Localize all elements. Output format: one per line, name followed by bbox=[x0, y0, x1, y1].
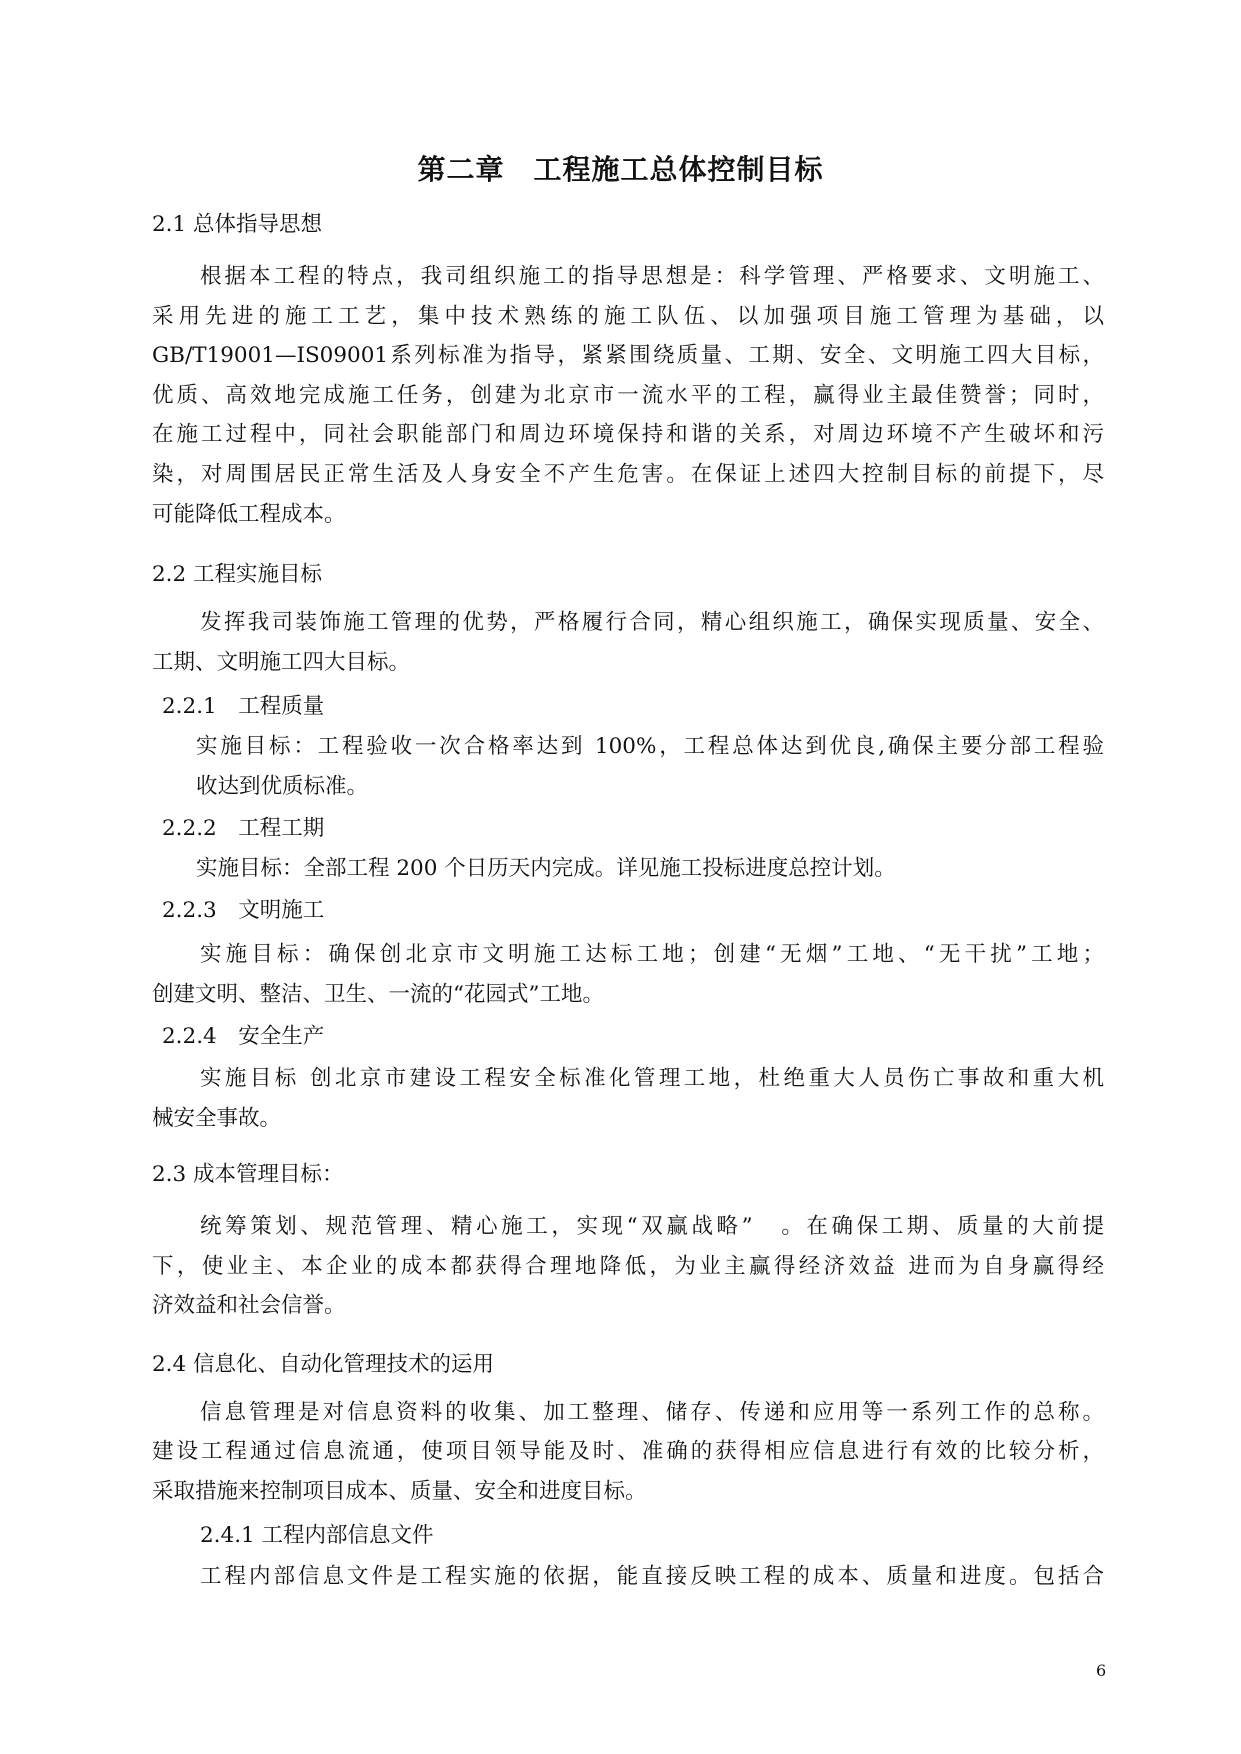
paragraph-line: 建设工程通过信息流通，使项目领导能及时、准确的获得相应信息进行有效的比较分析， bbox=[152, 1439, 1104, 1464]
paragraph-line: 信息管理是对信息资料的收集、加工整理、储存、传递和应用等一系列工作的总称。 bbox=[200, 1400, 1104, 1425]
paragraph-line: 采用先进的施工工艺，集中技术熟练的施工队伍、以加强项目施工管理为基础，以 bbox=[152, 304, 1104, 329]
paragraph-line: 创建文明、整洁、卫生、一流的“花园式”工地。 bbox=[152, 982, 604, 1007]
paragraph-line: 采取措施来控制项目成本、质量、安全和进度目标。 bbox=[152, 1479, 647, 1504]
paragraph-line: 实施目标：确保创北京市文明施工达标工地；创建“无烟”工地、“无干扰”工地； bbox=[200, 942, 1104, 967]
subsection-heading-2-2-4: 2.2.4 安全生产 bbox=[162, 1024, 325, 1049]
section-heading-2-2: 2.2 工程实施目标 bbox=[152, 562, 323, 587]
subsection-heading-2-4-1: 2.4.1 工程内部信息文件 bbox=[200, 1523, 434, 1548]
paragraph-line: 济效益和社会信誉。 bbox=[152, 1293, 346, 1318]
section-heading-2-3: 2.3 成本管理目标： bbox=[152, 1162, 344, 1187]
paragraph-line: 在施工过程中，同社会职能部门和周边环境保持和谐的关系，对周边环境不产生破坏和污 bbox=[152, 422, 1104, 447]
paragraph-line: 发挥我司装饰施工管理的优势，严格履行合同，精心组织施工，确保实现质量、安全、 bbox=[200, 610, 1104, 635]
subsection-heading-2-2-3: 2.2.3 文明施工 bbox=[162, 898, 325, 923]
paragraph-line: 染，对周围居民正常生活及人身安全不产生危害。在保证上述四大控制目标的前提下，尽 bbox=[152, 462, 1104, 487]
paragraph-line: 可能降低工程成本。 bbox=[152, 502, 346, 527]
paragraph-line: 实施目标：工程验收一次合格率达到 100%，工程总体达到优良,确保主要分部工程验 bbox=[196, 734, 1104, 759]
subsection-heading-2-2-2: 2.2.2 工程工期 bbox=[162, 816, 325, 841]
paragraph-line: 下，使业主、本企业的成本都获得合理地降低，为业主赢得经济效益 进而为自身赢得经 bbox=[152, 1254, 1104, 1279]
paragraph-line: 优质、高效地完成施工任务，创建为北京市一流水平的工程，赢得业主最佳赞誉；同时， bbox=[152, 383, 1104, 408]
paragraph-line: 收达到优质标准。 bbox=[196, 774, 369, 799]
paragraph-line: 统筹策划、规范管理、精心施工，实现“双赢战略” 。在确保工期、质量的大前提 bbox=[200, 1214, 1104, 1239]
paragraph-line: 根据本工程的特点，我司组织施工的指导思想是：科学管理、严格要求、文明施工、 bbox=[200, 264, 1104, 289]
subsection-heading-2-2-1: 2.2.1 工程质量 bbox=[162, 694, 325, 719]
paragraph-line: GB/T19001—IS09001系列标准为指导，紧紧围绕质量、工期、安全、文明施工四大目标， bbox=[152, 343, 1104, 368]
paragraph-line: 工程内部信息文件是工程实施的依据，能直接反映工程的成本、质量和进度。包括合 bbox=[200, 1564, 1104, 1589]
section-heading-2-1: 2.1 总体指导思想 bbox=[152, 212, 323, 237]
section-heading-2-4: 2.4 信息化、自动化管理技术的运用 bbox=[152, 1352, 495, 1377]
paragraph-line: 工期、文明施工四大目标。 bbox=[152, 650, 411, 675]
paragraph-line: 械安全事故。 bbox=[152, 1106, 282, 1131]
page-number: 6 bbox=[1096, 1661, 1107, 1680]
paragraph-line: 实施目标：全部工程 200 个日历天内完成。详见施工投标进度总控计划。 bbox=[196, 856, 896, 881]
paragraph-line: 实施目标 创北京市建设工程安全标准化管理工地，杜绝重大人员伤亡事故和重大机 bbox=[200, 1066, 1104, 1091]
chapter-title: 第二章 工程施工总体控制目标 bbox=[417, 153, 824, 186]
